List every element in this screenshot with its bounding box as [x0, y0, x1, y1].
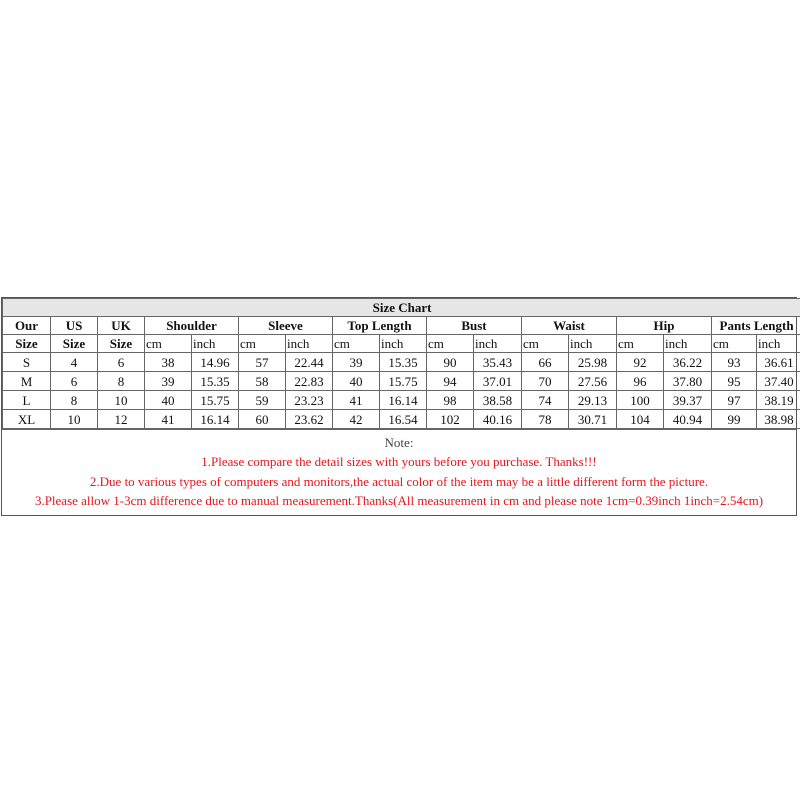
table-cell: 100 — [617, 391, 664, 410]
table-cell: 41 — [145, 410, 192, 429]
table-cell: 14.96 — [192, 353, 239, 372]
table-cell: 15.35 — [192, 372, 239, 391]
header-bust: Bust — [427, 317, 522, 335]
table-cell: 104 — [617, 410, 664, 429]
table-cell: 40 — [145, 391, 192, 410]
table-cell: 97 — [712, 391, 757, 410]
header-uk-size: Size — [98, 335, 145, 353]
cell-us-size: 6 — [51, 372, 98, 391]
table-cell: 59 — [239, 391, 286, 410]
table-cell: 96 — [617, 372, 664, 391]
table-cell: 16.14 — [380, 391, 427, 410]
cell-uk-size: 12 — [98, 410, 145, 429]
unit-cm-2: cm — [333, 335, 380, 353]
table-cell: 30.71 — [569, 410, 617, 429]
table-row — [3, 391, 800, 410]
header-hip: Hip — [617, 317, 712, 335]
table-row — [3, 410, 800, 429]
cell-uk-size: 6 — [98, 353, 145, 372]
cell-our-size: S — [3, 353, 51, 372]
chart-title: Size Chart — [3, 299, 800, 317]
unit-inch-5: inch — [664, 335, 712, 353]
note-line-1: 1.Please compare the detail sizes with yours before you purchase. Thanks!!! — [201, 454, 597, 469]
table-cell: 94 — [427, 372, 474, 391]
header-row-1 — [3, 317, 800, 335]
table-cell: 57 — [239, 353, 286, 372]
unit-inch-6: inch — [757, 335, 800, 353]
table-cell: 99 — [712, 410, 757, 429]
table-cell: 25.98 — [569, 353, 617, 372]
cell-our-size: L — [3, 391, 51, 410]
size-chart — [1, 297, 797, 516]
unit-inch-3: inch — [474, 335, 522, 353]
header-our: Our — [3, 317, 51, 335]
table-cell: 39 — [145, 372, 192, 391]
table-cell: 41 — [333, 391, 380, 410]
table-cell: 22.44 — [286, 353, 333, 372]
table-cell: 39.37 — [664, 391, 712, 410]
header-pants-length: Pants Length — [712, 317, 800, 335]
table-cell: 37.01 — [474, 372, 522, 391]
header-us: US — [51, 317, 98, 335]
unit-cm-3: cm — [427, 335, 474, 353]
unit-inch-4: inch — [569, 335, 617, 353]
table-cell: 66 — [522, 353, 569, 372]
size-chart-table — [2, 298, 800, 429]
table-row — [3, 353, 800, 372]
table-cell: 40.94 — [664, 410, 712, 429]
note-line-2: 2.Due to various types of computers and monitors,the actual color of the item may be a little different form the picture. — [89, 473, 709, 489]
table-cell: 15.35 — [380, 353, 427, 372]
unit-cm-5: cm — [617, 335, 664, 353]
table-cell: 39 — [333, 353, 380, 372]
table-cell: 16.14 — [192, 410, 239, 429]
table-cell: 38.98 — [757, 410, 800, 429]
table-cell: 58 — [239, 372, 286, 391]
cell-us-size: 10 — [51, 410, 98, 429]
header-row-2 — [3, 335, 800, 353]
table-cell: 42 — [333, 410, 380, 429]
table-cell: 16.54 — [380, 410, 427, 429]
note-line-3: 3.Please allow 1-3cm difference due to manual measurement.Thanks(All measurement in cm and please note 1cm=0.39inch 1inch=2.54cm) — [34, 493, 764, 508]
table-cell: 37.40 — [757, 372, 800, 391]
title-row — [3, 299, 800, 317]
table-cell: 36.22 — [664, 353, 712, 372]
cell-uk-size: 10 — [98, 391, 145, 410]
table-cell: 95 — [712, 372, 757, 391]
table-cell: 15.75 — [380, 372, 427, 391]
table-cell: 36.61 — [757, 353, 800, 372]
unit-cm-1: cm — [239, 335, 286, 353]
table-cell: 38.58 — [474, 391, 522, 410]
table-cell: 98 — [427, 391, 474, 410]
header-us-size: Size — [51, 335, 98, 353]
cell-our-size: M — [3, 372, 51, 391]
unit-inch-1: inch — [286, 335, 333, 353]
table-cell: 102 — [427, 410, 474, 429]
table-cell: 15.75 — [192, 391, 239, 410]
unit-cm-0: cm — [145, 335, 192, 353]
table-cell: 38.19 — [757, 391, 800, 410]
table-cell: 37.80 — [664, 372, 712, 391]
table-cell: 38 — [145, 353, 192, 372]
cell-uk-size: 8 — [98, 372, 145, 391]
header-shoulder: Shoulder — [145, 317, 239, 335]
notes-section — [2, 429, 796, 515]
table-cell: 22.83 — [286, 372, 333, 391]
table-cell: 90 — [427, 353, 474, 372]
header-our-size: Size — [3, 335, 51, 353]
table-cell: 40.16 — [474, 410, 522, 429]
cell-our-size: XL — [3, 410, 51, 429]
unit-cm-4: cm — [522, 335, 569, 353]
header-top-length: Top Length — [333, 317, 427, 335]
table-row — [3, 372, 800, 391]
unit-inch-2: inch — [380, 335, 427, 353]
table-cell: 23.23 — [286, 391, 333, 410]
header-sleeve: Sleeve — [239, 317, 333, 335]
table-cell: 93 — [712, 353, 757, 372]
unit-cm-6: cm — [712, 335, 757, 353]
note-title: Note: — [384, 435, 414, 450]
table-cell: 74 — [522, 391, 569, 410]
header-uk: UK — [98, 317, 145, 335]
table-cell: 40 — [333, 372, 380, 391]
cell-us-size: 4 — [51, 353, 98, 372]
table-cell: 78 — [522, 410, 569, 429]
table-cell: 92 — [617, 353, 664, 372]
cell-us-size: 8 — [51, 391, 98, 410]
table-cell: 29.13 — [569, 391, 617, 410]
table-cell: 27.56 — [569, 372, 617, 391]
table-cell: 70 — [522, 372, 569, 391]
table-cell: 23.62 — [286, 410, 333, 429]
table-cell: 35.43 — [474, 353, 522, 372]
unit-inch-0: inch — [192, 335, 239, 353]
table-cell: 60 — [239, 410, 286, 429]
header-waist: Waist — [522, 317, 617, 335]
